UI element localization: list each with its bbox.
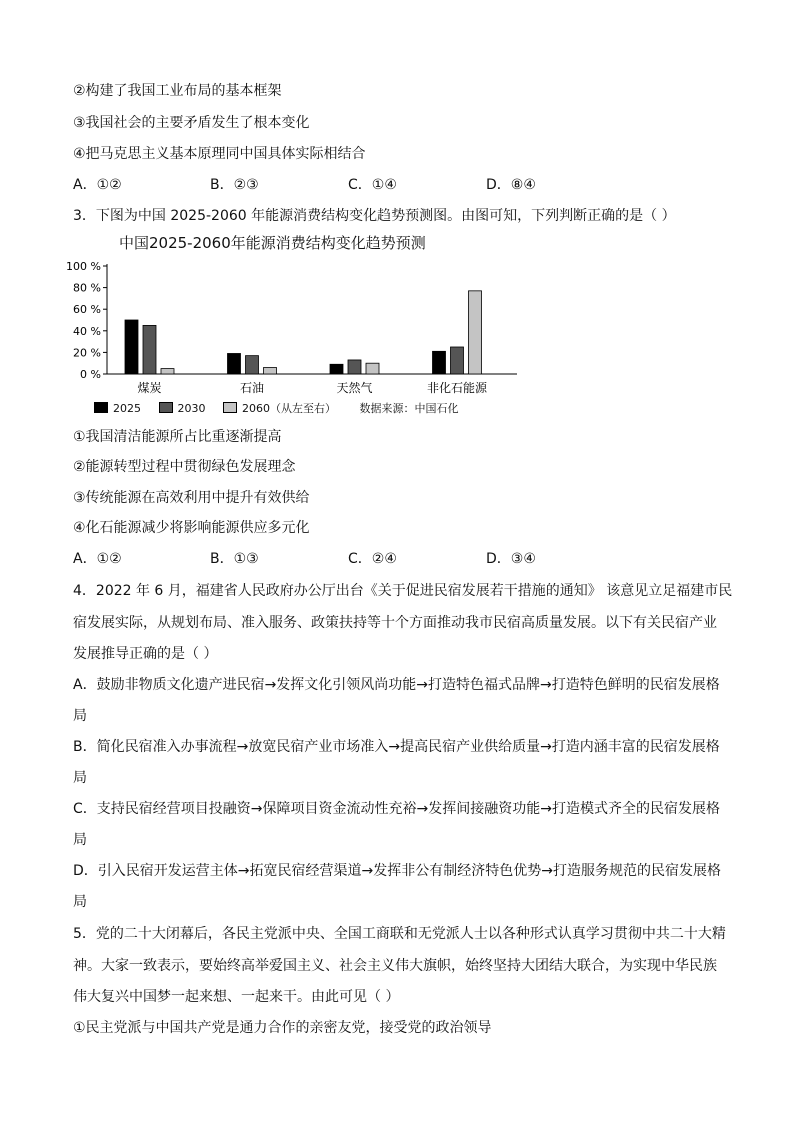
bar-煤炭-2025	[125, 320, 138, 374]
chart-legend	[94, 401, 473, 417]
q4-option-d-cont: 局	[73, 894, 87, 910]
q4-option-c-cont: 局	[73, 832, 87, 848]
q4-stem-line-3: 发展推导正确的是（ ）	[73, 646, 218, 662]
q3-statement-2: ②能源转型过程中贯彻绿色发展理念	[73, 459, 296, 475]
q4-option-c[interactable]: C．支持民宿经营项目投融资→保障项目资金流动性充裕→发挥间接融资功能→打造模式齐全的民宿发展格	[73, 801, 720, 817]
statement-2: ②构建了我国工业布局的基本框架	[73, 83, 282, 99]
q4-option-b[interactable]: B．简化民宿准入办事流程→放宽民宿产业市场准入→提高民宿产业供给质量→打造内涵丰富的民宿发展格	[73, 739, 720, 755]
bar-天然气-2030	[348, 360, 361, 374]
bar-非化石能源-2025	[433, 351, 446, 374]
bar-天然气-2060（从左至右）	[366, 363, 379, 374]
q4-option-d[interactable]: D．引入民宿开发运营主体→拓宽民宿经营渠道→发挥非公有制经济特色优势→打造服务规范的民宿发展格	[73, 863, 721, 879]
q3-statement-4: ④化石能源减少将影响能源供应多元化	[73, 520, 310, 536]
q3-option-b[interactable]: B．①③	[210, 551, 259, 567]
q5-stem-line-2: 神。大家一致表示，要始终高举爱国主义、社会主义伟大旗帜，始终坚持大团结大联合，为实现中华民族	[73, 958, 717, 974]
bar-石油-2060（从左至右）	[264, 368, 277, 374]
q2-option-c[interactable]: C．①④	[348, 177, 397, 193]
legend-swatch	[223, 402, 237, 413]
bar-石油-2025	[228, 353, 241, 374]
x-category-label: 非化石能源	[426, 381, 488, 395]
bar-非化石能源-2060（从左至右）	[469, 291, 482, 374]
q3-stem: 3．下图为中国 2025-2060 年能源消费结构变化趋势预测图。由图可知，下列判断正确的是（ ）	[73, 208, 676, 224]
chart-title: 中国2025-2060年能源消费结构变化趋势预测	[119, 234, 426, 252]
legend-item-2025: 2025	[94, 401, 141, 417]
q3-statement-3: ③传统能源在高效利用中提升有效供给	[73, 490, 310, 506]
statement-3: ③我国社会的主要矛盾发生了根本变化	[73, 115, 310, 131]
x-category-label: 石油	[239, 381, 265, 395]
q3-option-c[interactable]: C．②④	[348, 551, 397, 567]
q3-option-a[interactable]: A．①②	[73, 551, 122, 567]
y-tick-label: 0 %	[80, 368, 101, 381]
legend-item-2060: 2060（从左至右）	[223, 401, 336, 417]
q5-stem-line-3: 伟大复兴中国梦一起来想、一起来干。由此可见（ ）	[73, 989, 400, 1005]
bar-非化石能源-2030	[451, 347, 464, 374]
q2-option-a[interactable]: A．①②	[73, 177, 122, 193]
q4-option-a-cont: 局	[73, 708, 87, 724]
y-tick-label: 20 %	[73, 346, 101, 360]
bar-煤炭-2030	[143, 325, 156, 374]
q4-stem-line-1: 4．2022 年 6 月，福建省人民政府办公厅出台《关于促进民宿发展若干措施的通知》 该意见立足福建市民	[73, 583, 733, 599]
legend-swatch	[94, 402, 108, 413]
q3-statement-1: ①我国清洁能源所占比重逐渐提高	[73, 429, 282, 445]
statement-4: ④把马克思主义基本原理同中国具体实际相结合	[73, 146, 366, 162]
q3-option-d[interactable]: D．③④	[486, 551, 536, 567]
q3-options	[73, 549, 633, 569]
x-category-label: 煤炭	[137, 381, 162, 395]
q4-option-b-cont: 局	[73, 770, 87, 786]
bar-石油-2030	[246, 356, 259, 374]
q2-option-b[interactable]: B．②③	[210, 177, 259, 193]
q2-option-d[interactable]: D．⑧④	[486, 177, 536, 193]
legend-item-2030: 2030	[159, 401, 206, 417]
energy-bar-chart	[62, 252, 522, 397]
q5-stem-line-1: 5．党的二十大闭幕后，各民主党派中央、全国工商联和无党派人士以各种形式认真学习贯彻中共二十大精	[73, 926, 726, 942]
q2-options	[73, 175, 633, 195]
y-tick-label: 80 %	[73, 281, 101, 295]
y-tick-label: 40 %	[73, 324, 101, 338]
y-tick-label: 60 %	[73, 303, 101, 317]
chart-source: 数据来源：中国石化	[359, 402, 459, 415]
y-tick-label: 100 %	[66, 260, 101, 273]
q5-statement-1: ①民主党派与中国共产党是通力合作的亲密友党，接受党的政治领导	[73, 1020, 492, 1036]
q4-stem-line-2: 宿发展实际，从规划布局、准入服务、政策扶持等十个方面推动我市民宿高质量发展。以下有关民宿产业	[73, 615, 717, 631]
q4-option-a[interactable]: A．鼓励非物质文化遗产进民宿→发挥文化引领风尚功能→打造特色福式品牌→打造特色鲜明的民宿发展格	[73, 677, 720, 693]
x-category-label: 天然气	[336, 381, 373, 395]
legend-swatch	[159, 402, 173, 413]
bar-煤炭-2060（从左至右）	[161, 369, 174, 374]
bar-天然气-2025	[330, 364, 343, 374]
